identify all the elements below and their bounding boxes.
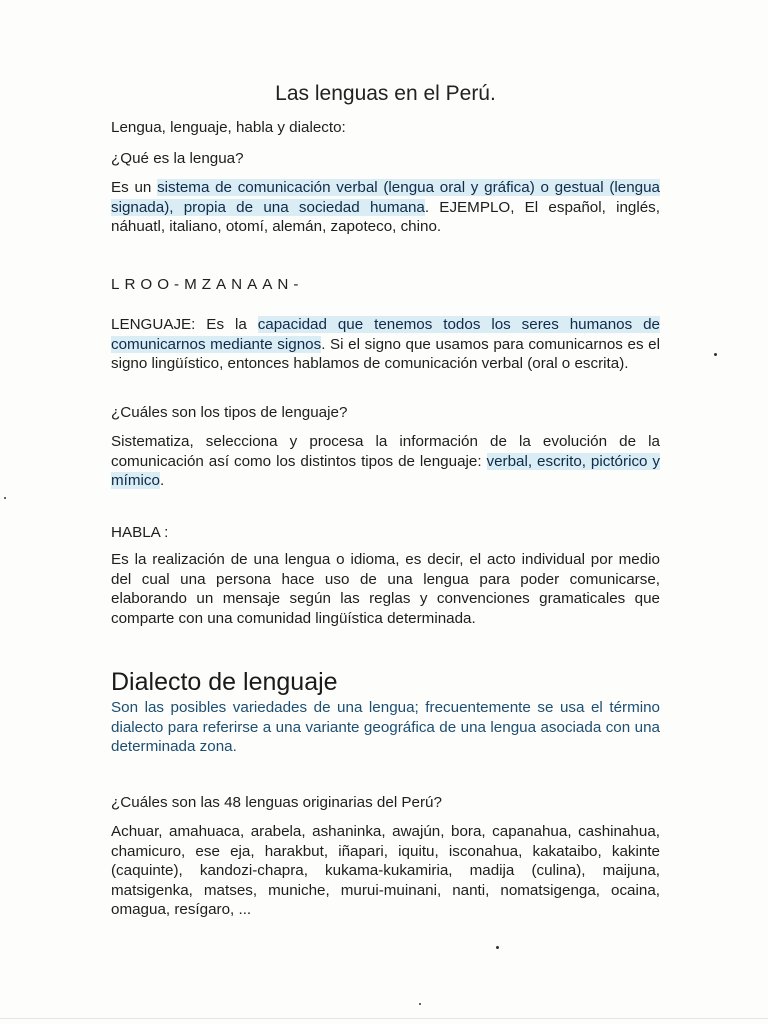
paragraph-dialecto: Son las posibles variedades de una lengua; frecuentemente se usa el término dialecto para referirse a una variante geográfica de una lengua asociada con una determinada zona. (111, 699, 660, 756)
habla-heading: HABLA : (111, 524, 169, 541)
dialecto-heading: Dialecto de lenguaje (111, 668, 338, 696)
question-lengua: ¿Qué es la lengua? (111, 150, 244, 167)
scan-speck (496, 946, 499, 949)
paragraph-lenguaje: LENGUAJE: Es la capacidad que tenemos todos los seres humanos de comunicarnos mediante signos. Si el signo que usamos para comunicarnos es el signo lingüístico, entonces hablamos de comunicación verbal (oral o escrita). (111, 316, 660, 373)
question-tipos: ¿Cuáles son los tipos de lenguaje? (111, 404, 348, 421)
highlight-lenguaje: capacidad que tenemos todos los seres humanos de comunicarnos mediante signos (111, 316, 660, 353)
spaced-letters-line: LROO-MZANAAN- (111, 276, 304, 293)
paragraph-lengua: Es un sistema de comunicación verbal (lengua oral y gráfica) o gestual (lengua signada), propia de una sociedad humana. EJEMPLO, El español, inglés, náhuatl, italiano, otomí, alemán, zapoteco, chino. (111, 179, 660, 236)
paragraph-lenguas-list: Achuar, amahuaca, arabela, ashaninka, awajún, bora, capanahua, cashinahua, chamicuro, ese eja, harakbut, iñapari, iquitu, isconahua, kakataibo, kakinte (caquinte), kandozi-chapra, kukama-kukamiria, madija (culina), maijuna, matsigenka, matses, muniche, murui-muinani, nanti, nomatsigenga, ocaina, omagua, resígaro, ... (111, 823, 660, 919)
scan-speck (4, 497, 6, 499)
highlight-tipos: verbal, escrito, pictórico y mímico (111, 452, 661, 490)
paragraph-habla: Es la realización de una lengua o idioma, es decir, el acto individual por medio del cual una persona hace uso de una lengua para poder comunicarse, elaborando un mensaje según las reglas y convenciones gramaticales que comparte con una comunidad lingüística determinada. (111, 551, 660, 627)
subtitle: Lengua, lenguaje, habla y dialecto: (111, 119, 346, 136)
scan-speck (714, 353, 717, 356)
question-lenguas: ¿Cuáles son las 48 lenguas originarias del Perú? (111, 794, 442, 811)
highlight-lengua: sistema de comunicación verbal (lengua oral y gráfica) o gestual (lengua signada), propia de una sociedad humana (111, 179, 660, 216)
scan-speck (419, 1003, 421, 1005)
page-title: Las lenguas en el Perú. (275, 82, 496, 105)
paragraph-tipos: Sistematiza, selecciona y procesa la información de la evolución de la comunicación así como los distintos tipos de lenguaje: verbal, escrito, pictórico y mímico. (111, 433, 661, 490)
scan-edge (0, 1018, 768, 1019)
